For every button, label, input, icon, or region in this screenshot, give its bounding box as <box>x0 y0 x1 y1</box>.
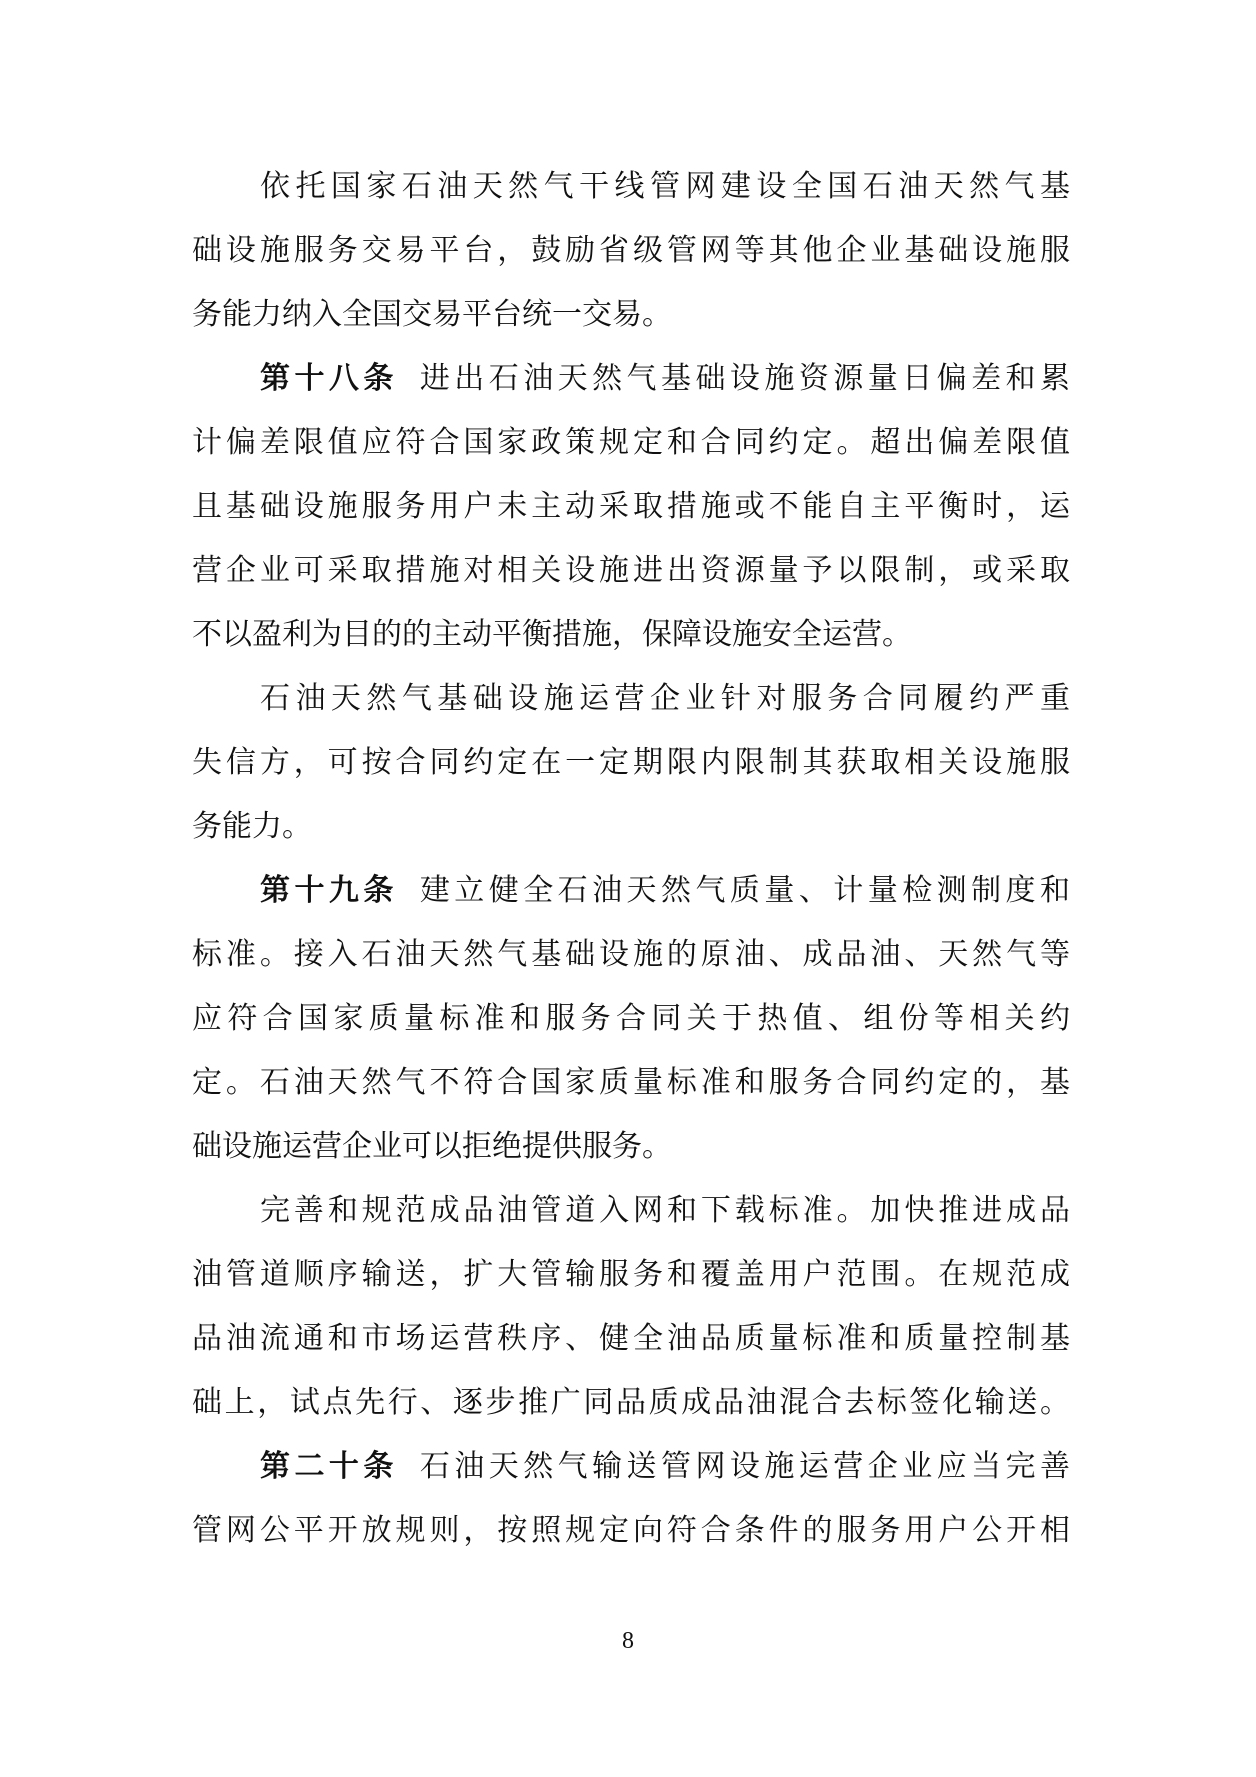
text-line: 不以盈利为目的的主动平衡措施，保障设施安全运营。 <box>192 617 912 652</box>
text-line: 务能力纳入全国交易平台统一交易。 <box>192 297 672 332</box>
article-line <box>192 1435 1070 1499</box>
text-line: 营企业可采取措施对相关设施进出资源量予以限制，或采取 <box>192 553 1070 588</box>
text-line: 石油天然气基础设施运营企业针对服务合同履约严重 <box>260 681 1070 716</box>
text-line: 计偏差限值应符合国家政策规定和合同约定。超出偏差限值 <box>192 425 1070 460</box>
article-title: 第十八条 <box>260 361 398 396</box>
text-line: 标准。接入石油天然气基础设施的原油、成品油、天然气等 <box>192 937 1070 972</box>
article-line <box>192 347 1070 411</box>
article-text: 进出石油天然气基础设施资源量日偏差和累 <box>419 361 1070 396</box>
text-line: 础设施运营企业可以拒绝提供服务。 <box>192 1129 672 1164</box>
article-line <box>192 859 1070 923</box>
text-line: 应符合国家质量标准和服务合同关于热值、组份等相关约 <box>192 1001 1070 1036</box>
article-text: 建立健全石油天然气质量、计量检测制度和 <box>419 873 1070 908</box>
page-number: 8 <box>622 1628 634 1654</box>
article-title: 第二十条 <box>260 1449 398 1484</box>
text-line: 失信方，可按合同约定在一定期限内限制其获取相关设施服 <box>192 745 1070 780</box>
text-line: 础设施服务交易平台，鼓励省级管网等其他企业基础设施服 <box>192 233 1070 268</box>
text-line: 且基础设施服务用户未主动采取措施或不能自主平衡时，运 <box>192 489 1070 524</box>
document-body <box>192 155 1070 1563</box>
text-line: 务能力。 <box>192 809 312 844</box>
article-text: 石油天然气输送管网设施运营企业应当完善 <box>419 1449 1070 1484</box>
text-line: 依托国家石油天然气干线管网建设全国石油天然气基 <box>260 169 1070 204</box>
text-line: 油管道顺序输送，扩大管输服务和覆盖用户范围。在规范成 <box>192 1257 1070 1292</box>
text-line: 础上，试点先行、逐步推广同品质成品油混合去标签化输送。 <box>192 1385 1070 1420</box>
text-line: 定。石油天然气不符合国家质量标准和服务合同约定的，基 <box>192 1065 1070 1100</box>
text-line: 管网公平开放规则，按照规定向符合条件的服务用户公开相 <box>192 1513 1070 1548</box>
article-title: 第十九条 <box>260 873 398 908</box>
text-line: 品油流通和市场运营秩序、健全油品质量标准和质量控制基 <box>192 1321 1070 1356</box>
text-line: 完善和规范成品油管道入网和下载标准。加快推进成品 <box>260 1193 1070 1228</box>
